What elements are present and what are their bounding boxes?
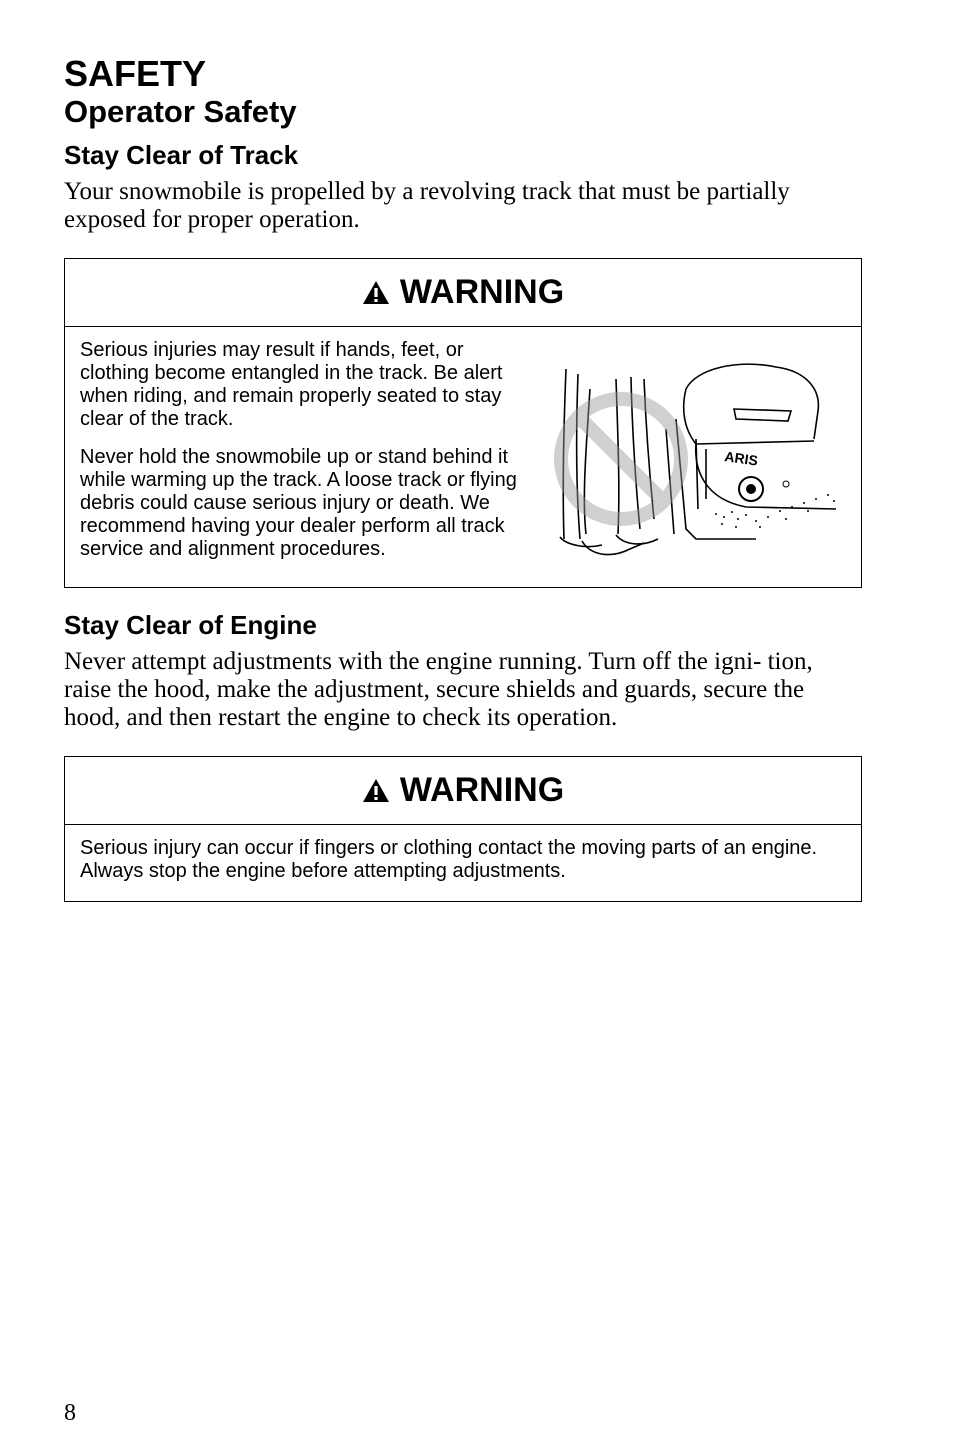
track-body-text: Your snowmobile is propelled by a revolving track that must be partially exposed for proper operation. — [64, 178, 790, 233]
engine-body-text: Never attempt adjustments with the engine running. Turn off the igni- tion, raise the hood, make the adjustment, secure shields and guards, secure the hood, and then restart the engine to check its operation. — [64, 648, 813, 731]
track-warning-label: WARNING — [399, 273, 565, 311]
engine-warning-box — [64, 756, 862, 902]
engine-heading: Stay Clear of Engine — [64, 610, 317, 640]
manual-page — [64, 54, 864, 902]
engine-warning-header — [65, 757, 861, 825]
snowmobile-brand-text: ARIS — [723, 448, 759, 469]
prohibition-icon — [561, 399, 681, 519]
track-warning-text — [80, 339, 520, 561]
track-warning-paragraph-2: Never hold the snowmobile up or stand behind it while warming up the track. A loose track or flying debris could cause serious injury or death. We recommend having your dealer perform all track service and alignment procedures. — [80, 446, 517, 560]
page-number: 8 — [64, 1400, 76, 1426]
track-hazard-illustration — [546, 349, 846, 569]
track-warning-body — [65, 327, 861, 587]
engine-warning-body — [65, 825, 861, 901]
track-heading: Stay Clear of Track — [64, 140, 299, 170]
track-warning-header — [65, 259, 861, 327]
section-title: SAFETY — [64, 53, 207, 94]
track-warning-box — [64, 258, 862, 588]
warning-triangle-icon — [362, 778, 390, 803]
engine-warning-paragraph: Serious injury can occur if fingers or clothing contact the moving parts of an engine. Always stop the engine before attempting adjustments. — [80, 837, 818, 882]
warning-triangle-icon — [362, 280, 390, 305]
engine-warning-label: WARNING — [399, 771, 565, 809]
track-warning-paragraph-1: Serious injuries may result if hands, feet, or clothing become entangled in the track. Be alert when riding, and remain properly seated to stay clear of the track. — [80, 339, 503, 430]
subsection-title: Operator Safety — [64, 94, 297, 129]
